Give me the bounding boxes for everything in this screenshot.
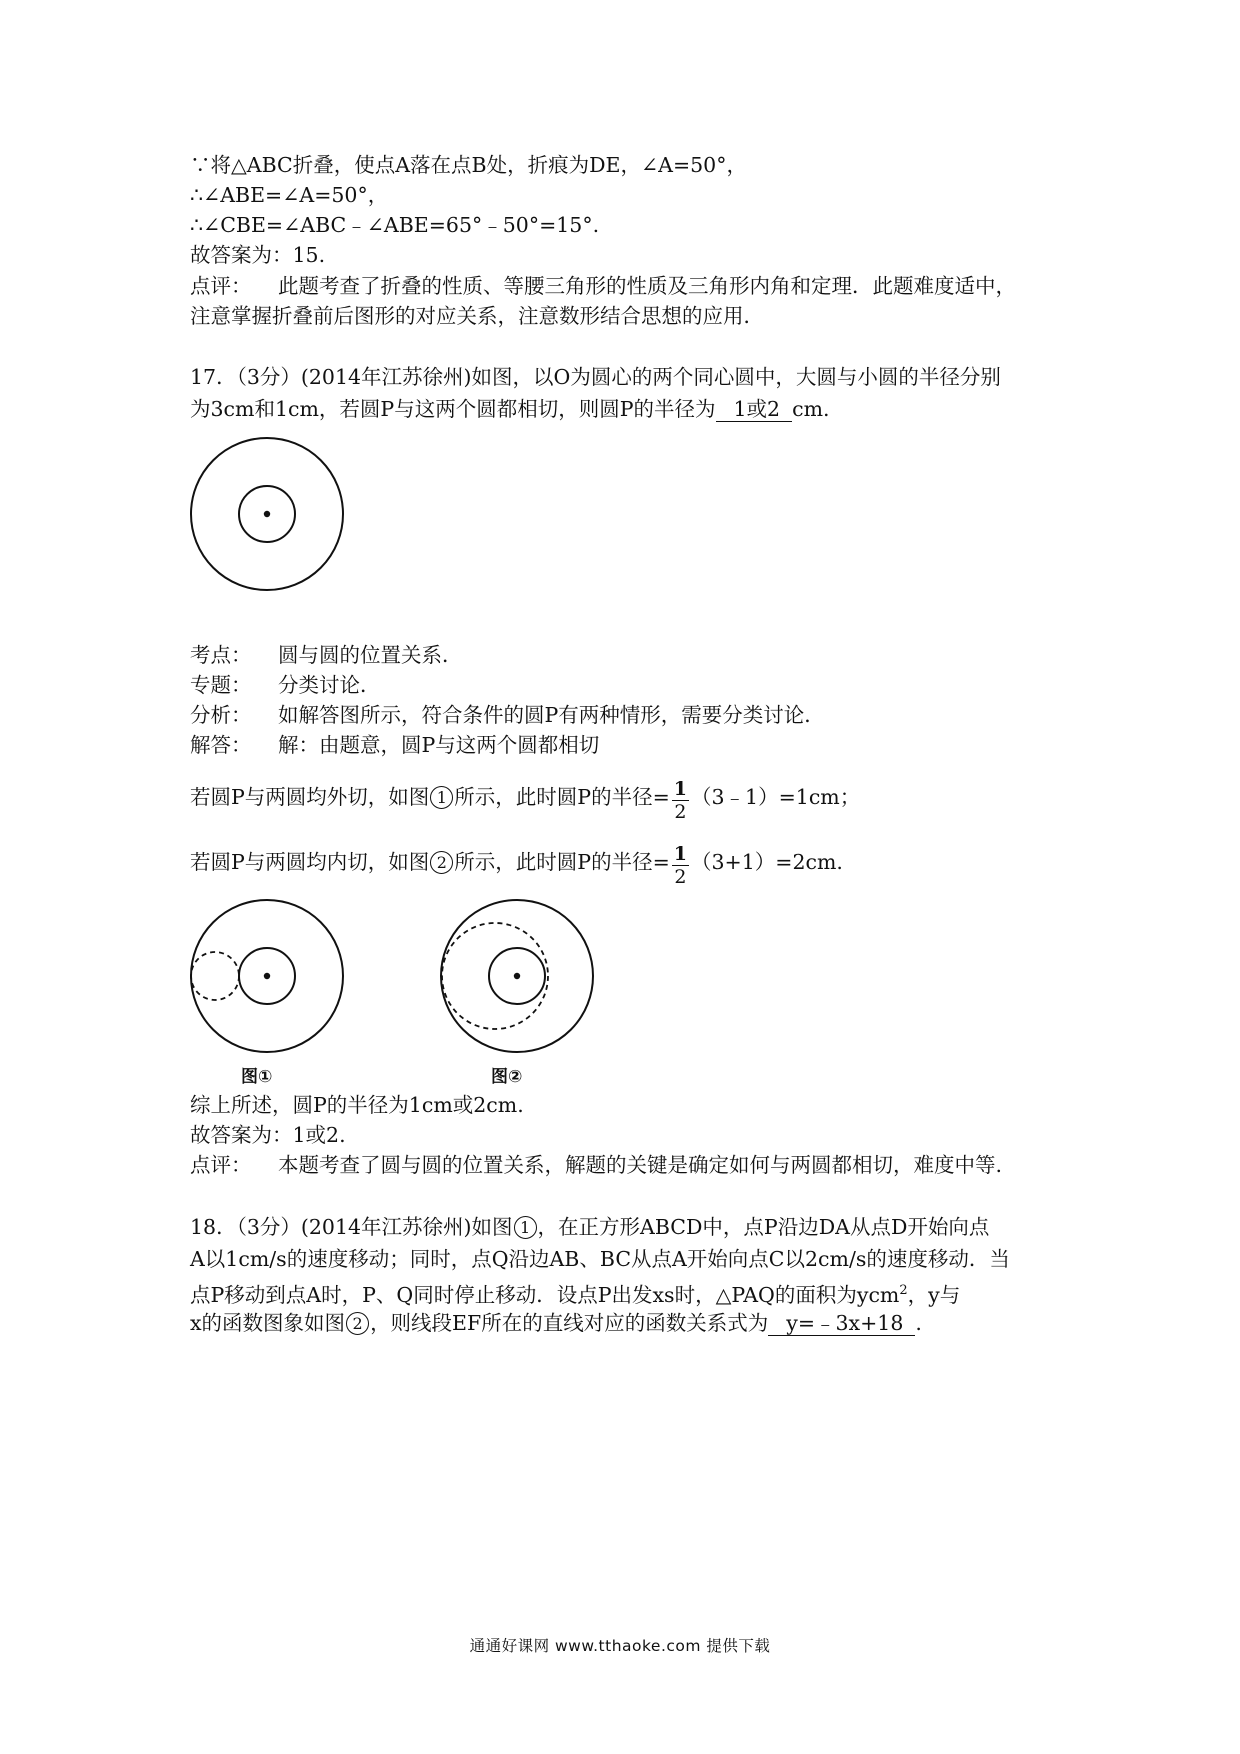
solution-line-3: ∴∠CBE=∠ABC﹣∠ABE=65°﹣50°=15°. [190, 213, 600, 237]
review-16 [190, 271, 1016, 301]
stem-text-b: ，y与 [907, 1282, 961, 1307]
fraction-numerator: 1 [673, 843, 688, 865]
question-17-stem-1: 17．（3分）(2014年江苏徐州)如图，以O为圆心的两个同心圆中，大圆与小圆的半径分别 [190, 365, 1001, 389]
circled-number-2: 2 [346, 1312, 369, 1335]
case-1-text-c: （3﹣1）=1cm； [691, 785, 861, 809]
review-label: 点评： [190, 274, 252, 298]
jieda-row [190, 730, 599, 760]
answer-17: 故答案为：1或2. [190, 1123, 346, 1147]
answer-16: 故答案为：15. [190, 243, 326, 267]
summary-17: 综上所述，圆P的半径为1cm或2cm. [190, 1093, 524, 1117]
figure-1-external-tangent [186, 898, 348, 1054]
stem-text-b: ，则线段EF所在的直线对应的函数关系式为 [370, 1311, 769, 1335]
stem-period: . [915, 1311, 922, 1335]
question-18-stem-3 [190, 1276, 960, 1310]
fraction-denominator: 2 [674, 866, 687, 888]
figure-2-caption: 图② [491, 1067, 523, 1087]
jieda-text: 解：由题意，圆P与这两个圆都相切 [278, 733, 600, 757]
footer-credit: 通通好课网 www.tthaoke.com 提供下载 [469, 1637, 771, 1655]
kaodian-row [190, 640, 463, 670]
jieda-label: 解答： [190, 733, 252, 757]
concentric-circles-figure [186, 436, 348, 592]
superscript: 2 [899, 1283, 908, 1298]
fenxi-row [190, 700, 825, 730]
answer-blank: y=﹣3x+18 [768, 1311, 915, 1336]
case-1-text-b: 所示，此时圆P的半径= [454, 785, 670, 809]
circled-number-1: 1 [514, 1216, 537, 1239]
case-2-text-b: 所示，此时圆P的半径= [454, 850, 670, 874]
fraction-half [672, 778, 689, 823]
fraction-denominator: 2 [674, 801, 687, 823]
fraction-half [672, 843, 689, 888]
case-2-text-a: 若圆P与两圆均内切，如图 [190, 850, 430, 874]
figure-2-internal-tangent [436, 898, 598, 1054]
stem-unit: cm. [792, 397, 830, 421]
question-18-stem-4 [190, 1308, 922, 1338]
circled-number-1: 1 [430, 786, 453, 809]
stem-text-a: 点P移动到点A时，P、Q同时停止移动．设点P出发xs时，△PAQ的面积为ycm [190, 1282, 900, 1307]
fraction-numerator: 1 [673, 778, 688, 800]
case-1-text-a: 若圆P与两圆均外切，如图 [190, 785, 430, 809]
review-text: 本题考查了圆与圆的位置关系，解题的关键是确定如何与两圆都相切，难度中等. [278, 1153, 1003, 1177]
case-1-line [190, 776, 860, 821]
zhuanti-row [190, 670, 381, 700]
case-2-line [190, 841, 843, 886]
question-17-stem-2 [190, 394, 830, 424]
stem-text-a: x的函数图象如图 [190, 1311, 346, 1335]
zhuanti-label: 专题： [190, 673, 252, 697]
solution-line-1: ∵将△ABC折叠，使点A落在点B处，折痕为DE，∠A=50°， [190, 153, 747, 177]
figure-1-caption: 图① [241, 1067, 273, 1087]
fenxi-text: 如解答图所示，符合条件的圆P有两种情形，需要分类讨论． [278, 703, 825, 727]
stem-text-a: 18．（3分）(2014年江苏徐州)如图 [190, 1215, 513, 1239]
stem-text-b: ，在正方形ABCD中，点P沿边DA从点D开始向点 [537, 1215, 990, 1239]
fenxi-label: 分析： [190, 703, 252, 727]
solution-line-2: ∴∠ABE=∠A=50°， [190, 183, 389, 207]
question-18-stem-2: A以1cm/s的速度移动；同时，点Q沿边AB、BC从点A开始向点C以2cm/s的速度移动．当 [190, 1247, 1010, 1271]
circled-number-2: 2 [430, 851, 453, 874]
review-label: 点评： [190, 1153, 252, 1177]
review-16-cont: 注意掌握折叠前后图形的对应关系，注意数形结合思想的应用． [190, 304, 764, 328]
zhuanti-text: 分类讨论． [278, 673, 381, 697]
answer-blank: 1或2 [716, 397, 793, 422]
kaodian-text: 圆与圆的位置关系． [278, 643, 463, 667]
kaodian-label: 考点： [190, 643, 252, 667]
stem-text: 为3cm和1cm，若圆P与这两个圆都相切，则圆P的半径为 [190, 397, 716, 421]
question-18-stem-1 [190, 1212, 989, 1242]
review-17 [190, 1150, 1002, 1180]
review-text-1: 此题考查了折叠的性质、等腰三角形的性质及三角形内角和定理．此题难度适中， [278, 274, 1016, 298]
case-2-text-c: （3+1）=2cm. [691, 850, 843, 874]
